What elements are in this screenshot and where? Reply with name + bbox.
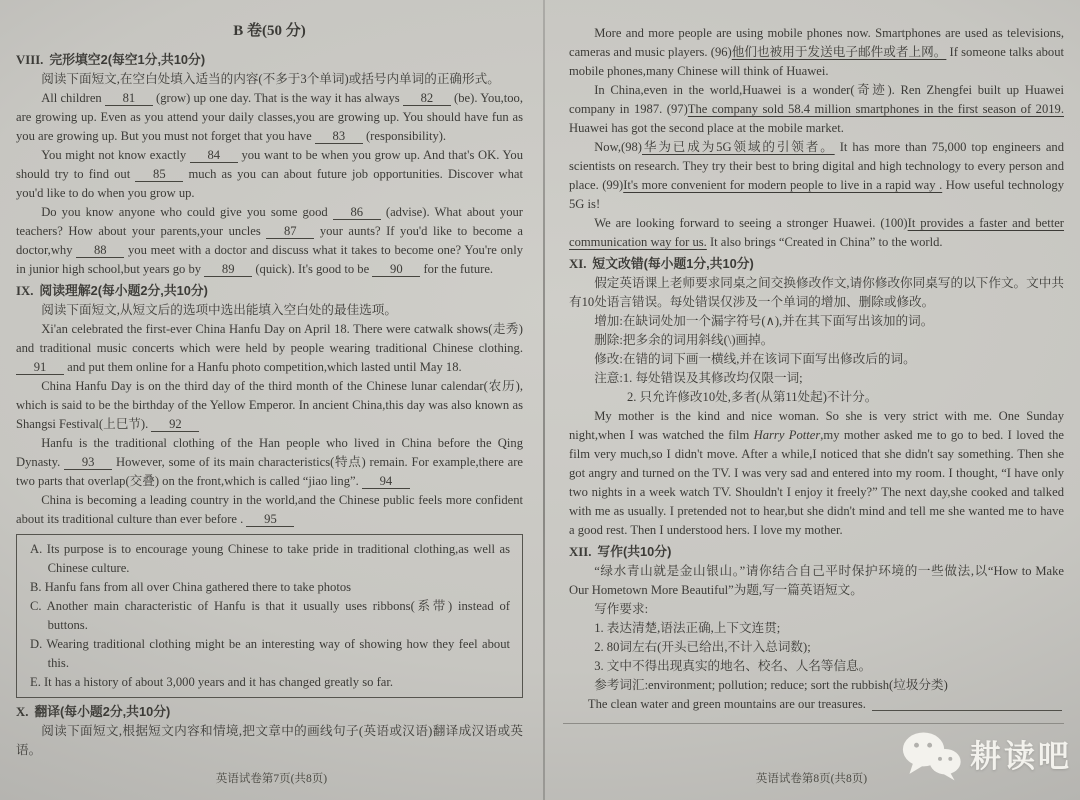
section-xii-number: XII.	[569, 545, 592, 559]
watermark-label: 耕读吧	[970, 738, 1072, 774]
bottom-rule	[563, 723, 1064, 724]
rule-note-1: 注意:1. 每处错误及其修改均仅限一词;	[594, 371, 803, 385]
option-c: C. Another main characteristic of Hanfu is that it usually uses ribbons(系带) instead of buttons.	[30, 599, 510, 632]
translation-paragraph-1: More and more people are using mobile phones now. Smartphones are used as televisions, cameras and music players. (96)他们也被用于发送电子邮件或者上网。 If someone talks about mobile phones,many Chinese will think of Huawei.	[569, 26, 1065, 78]
answer-line	[872, 709, 1062, 711]
section-viii-instructions: 阅读下面短文,在空白处填入适当的内容(不多于3个单词)或括号内单词的正确形式。	[41, 72, 500, 86]
reading-paragraph-2: China Hanfu Day is on the third day of the third month of the Chinese lunar calendar(农历), which is said to be the birthday of the Yellow Emperor. In ancient China,this day was also known as Shangsi Festival(上巳节). 92	[16, 379, 523, 431]
essay-opening-line	[569, 695, 1064, 714]
reference-vocabulary: 参考词汇:environment; pollution; reduce; sort the rubbish(垃圾分类)	[594, 678, 948, 692]
section-xi-instructions: 假定英语课上老师要求同桌之间交换修改作文,请你修改你同桌写的以下作文。文中共有10处语言错误。每处错误仅涉及一个单词的增加、删除或修改。	[569, 276, 1064, 309]
translation-paragraph-3: Now,(98)华为已成为5G领域的引领者。 It has more than 75,000 top engineers and scientists on research. They try their best to bring digital and high technology to every person and place. (99)It's more convenient for modern people to live in a rapid way . How useful technology 5G is!	[569, 140, 1064, 211]
page-8	[543, 0, 1080, 800]
section-xii-heading	[569, 542, 1064, 562]
rule-modify: 修改:在错的词下画一横线,并在该词下面写出修改后的词。	[594, 352, 916, 366]
correction-essay: My mother is the kind and nice woman. So she is very strict with me. One Sunday night,when I was watched the film Harry Potter,my mother asked me to go to bed. I loved the film very much,so I didn't move. After a while,I noticed that she didn't say something. Then she got angry and turned on the TV. I was very sad and entered into my room. I thought, “I have only two nights in a week watch TV. Shouldn't I enjoy it freely?” The next day,she cooked and talked with me as usually. I pretended not to hear,but she didn't mind and tell me she wanted me to have a good rest. Then I understood hers. I love my mother.	[569, 409, 1064, 537]
section-xii-title: 写作(共10分)	[597, 544, 672, 559]
page-8-footer: 英语试卷第8页(共8页)	[755, 773, 868, 785]
rule-delete: 删除:把多余的词用斜线(\)画掉。	[594, 333, 774, 347]
section-viii-heading	[16, 50, 523, 70]
section-xi-heading	[569, 254, 1064, 274]
page-7-footer: 英语试卷第7页(共8页)	[215, 773, 328, 785]
translation-paragraph-2: In China,even in the world,Huawei is a wonder(奇迹). Ren Zhengfei built up Huawei company in 1987. (97)The company sold 58.4 million smartphones in the first season of 2019. Huawei has got the second place at the mobile market.	[569, 83, 1064, 135]
writing-requirement-1: 1. 表达清楚,语法正确,上下文连贯;	[594, 621, 781, 635]
section-xi-title: 短文改错(每小题1分,共10分)	[592, 256, 754, 271]
cloze-paragraph-1: All children 81 (grow) up one day. That is the way it has always 82 (be). You,too, are growing up. Even as you attend your daily classes,you are growing up. You should have fun as you are growing up. But you must not forget that you have 83 (responsibility).	[16, 91, 524, 143]
section-ix-instructions: 阅读下面短文,从短文后的选项中选出能填入空白处的最佳选项。	[41, 303, 397, 317]
writing-requirement-2: 2. 80词左右(开头已给出,不计入总词数);	[594, 640, 811, 654]
options-box	[16, 534, 523, 698]
section-x-instructions: 阅读下面短文,根据短文内容和情境,把文章中的画线句子(英语或汉语)翻译成汉语或英语。	[16, 724, 523, 757]
cloze-paragraph-3: Do you know anyone who could give you some good 86 (advise). What about your teachers? How about your parents,your uncles 87 your aunts? If you'd like to become a doctor,why 88 you meet with a doctor and discuss what it takes to become one? You're only in junior high school,but years go by 89 (quick). It's good to be 90 for the future.	[16, 205, 524, 276]
section-viii-number: VIII.	[16, 53, 44, 67]
section-ix-heading	[16, 281, 523, 301]
reading-paragraph-1: Xi'an celebrated the first-ever China Hanfu Day on April 18. There were catwalk shows(走秀) and traditional music concerts which were held by people wearing traditional Chinese clothing. 91 and put them online for a Hanfu photo competition,which lasted until May 18.	[16, 322, 523, 374]
section-viii-title: 完形填空2(每空1分,共10分)	[49, 52, 206, 67]
essay-opening-sentence: The clean water and green mountains are our treasures.	[587, 697, 866, 711]
part-b-title: B 卷(50 分)	[233, 23, 306, 39]
option-d: D. Wearing traditional clothing might be an interesting way of showing how they feel about this.	[30, 637, 510, 670]
section-xi-number: XI.	[569, 257, 587, 271]
cloze-paragraph-2: You might not know exactly 84 you want to be when you grow up. And that's OK. You should try to find out 85 much as you can about future job opportunities. Discover what you'd like to do when you grow up.	[16, 148, 523, 200]
section-ix-number: IX.	[16, 284, 34, 298]
section-ix-title: 阅读理解2(每小题2分,共10分)	[39, 283, 208, 298]
section-x-title: 翻译(每小题2分,共10分)	[34, 704, 171, 719]
writing-prompt: “绿水青山就是金山银山。”请你结合自己平时保护环境的一些做法,以“How to Make Our Hometown More Beautiful”为题,写一篇英语短文。	[569, 564, 1064, 597]
section-x-heading	[16, 702, 523, 722]
option-a: A. Its purpose is to encourage young Chinese to take pride in traditional clothing,as well as Chinese culture.	[30, 542, 510, 575]
reading-paragraph-4: China is becoming a leading country in the world,and the Chinese public feels more confident about its traditional culture than ever before . 95	[16, 493, 523, 526]
option-b: B. Hanfu fans from all over China gathered there to take photos	[30, 580, 352, 594]
reading-paragraph-3: Hanfu is the traditional clothing of the Han people who lived in China before the Qing Dynasty. 93 However, some of its main characteristics(特点) remain. For example,there are two parts that overlap(交叠) on the front,which is called “jiao ling”. 94	[16, 436, 523, 488]
option-e: E. It has a history of about 3,000 years and it has changed greatly so far.	[30, 675, 394, 689]
writing-requirement-3: 3. 文中不得出现真实的地名、校名、人名等信息。	[594, 659, 872, 673]
rule-add: 增加:在缺词处加一个漏字符号(∧),并在其下面写出该加的词。	[594, 314, 934, 328]
rule-note-2: 2. 只允许修改10处,多者(从第11处起)不计分。	[626, 390, 878, 404]
translation-paragraph-4: We are looking forward to seeing a stronger Huawei. (100)It provides a faster and better communication way for us. It also brings “Created in China” to the world.	[569, 216, 1065, 249]
writing-requirements-title: 写作要求:	[594, 602, 649, 616]
section-x-number: X.	[16, 705, 29, 719]
